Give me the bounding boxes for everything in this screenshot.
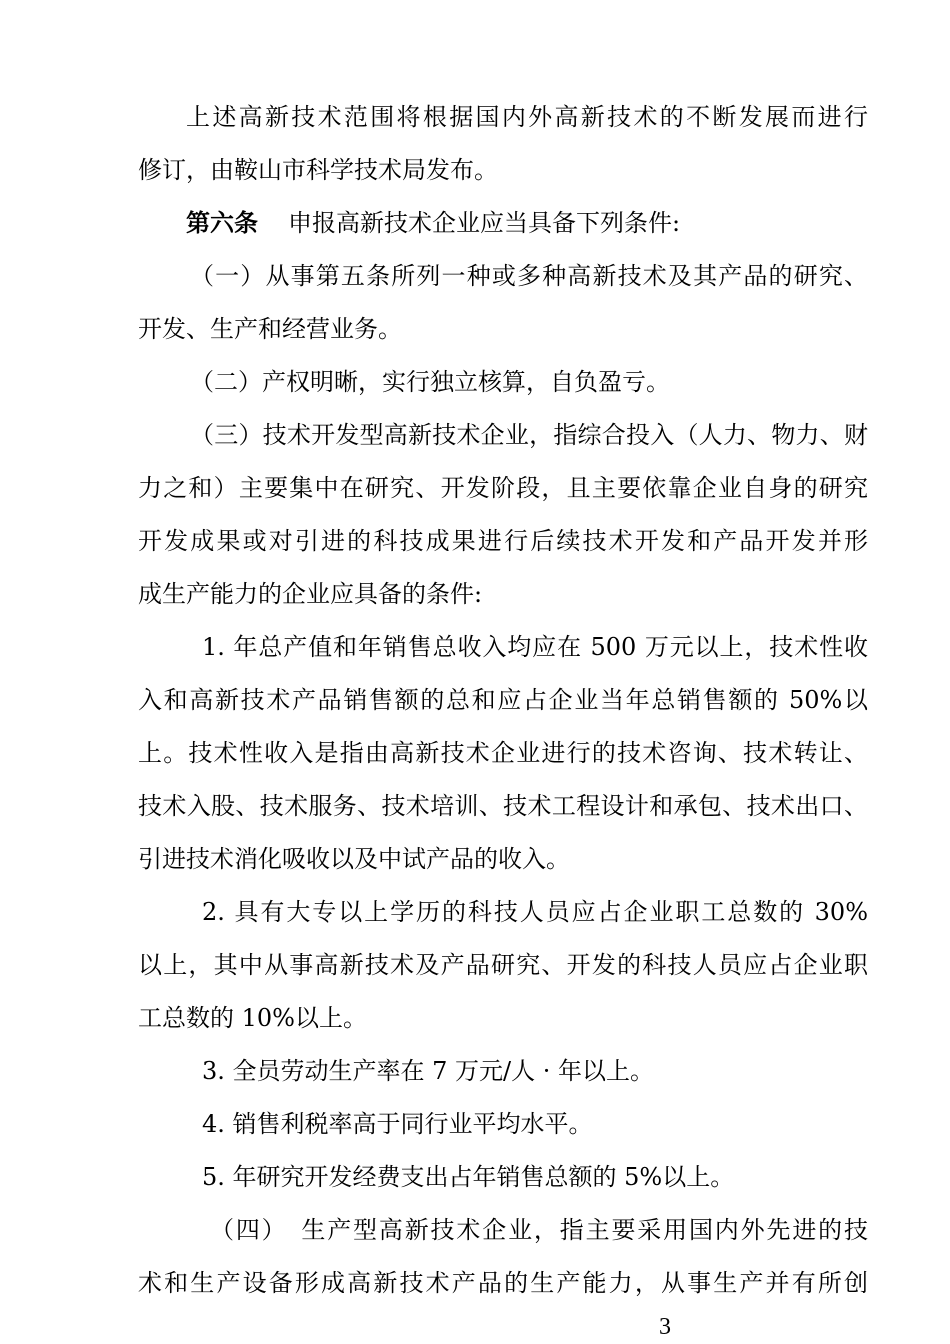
paragraph-line: 修订，由鞍山市科学技术局发布。 bbox=[138, 156, 498, 184]
paragraph-line: 4. 销售利税率高于同行业平均水平。 bbox=[202, 1110, 593, 1138]
article-line bbox=[138, 203, 868, 243]
page-number: 3 bbox=[659, 1314, 671, 1340]
paragraph-line: 入和高新技术产品销售额的总和应占企业当年总销售额的 50%以 bbox=[138, 686, 868, 714]
paragraph-line: 1. 年总产值和年销售总收入均应在 500 万元以上，技术性收 bbox=[202, 633, 868, 661]
article-heading: 第六条 bbox=[186, 208, 258, 237]
paragraph-line: （一）从事第五条所列一种或多种高新技术及其产品的研究、 bbox=[190, 262, 868, 290]
paragraph-line: 上。技术性收入是指由高新技术企业进行的技术咨询、技术转让、 bbox=[138, 739, 868, 767]
paragraph-line: 开发、生产和经营业务。 bbox=[138, 315, 402, 343]
paragraph-line: 力之和）主要集中在研究、开发阶段，且主要依靠企业自身的研究 bbox=[138, 474, 868, 502]
paragraph-line: 2. 具有大专以上学历的科技人员应占企业职工总数的 30% bbox=[202, 898, 868, 926]
paragraph-line: （三）技术开发型高新技术企业，指综合投入（人力、物力、财 bbox=[190, 421, 868, 449]
paragraph-line: 引进技术消化吸收以及中试产品的收入。 bbox=[138, 845, 570, 873]
paragraph-line: 成生产能力的企业应具备的条件: bbox=[138, 580, 483, 608]
paragraph-line: 术和生产设备形成高新技术产品的生产能力，从事生产并有所创 bbox=[138, 1269, 868, 1297]
paragraph-line: 技术入股、技术服务、技术培训、技术工程设计和承包、技术出口、 bbox=[138, 792, 868, 820]
paragraph-line: 开发成果或对引进的科技成果进行后续技术开发和产品开发并形 bbox=[138, 527, 868, 555]
paragraph-line: 以上，其中从事高新技术及产品研究、开发的科技人员应占企业职 bbox=[138, 951, 868, 979]
article-text: 申报高新技术企业应当具备下列条件: bbox=[288, 209, 681, 237]
paragraph-line: （二）产权明晰，实行独立核算，自负盈亏。 bbox=[190, 368, 670, 396]
paragraph-line: （四） 生产型高新技术企业，指主要采用国内外先进的技 bbox=[210, 1216, 868, 1244]
paragraph-line: 上述高新技术范围将根据国内外高新技术的不断发展而进行 bbox=[186, 103, 868, 131]
paragraph-line: 工总数的 10%以上。 bbox=[138, 1004, 367, 1032]
paragraph-line: 5. 年研究开发经费支出占年销售总额的 5%以上。 bbox=[202, 1163, 735, 1191]
paragraph-line: 3. 全员劳动生产率在 7 万元/人 · 年以上。 bbox=[202, 1057, 655, 1085]
